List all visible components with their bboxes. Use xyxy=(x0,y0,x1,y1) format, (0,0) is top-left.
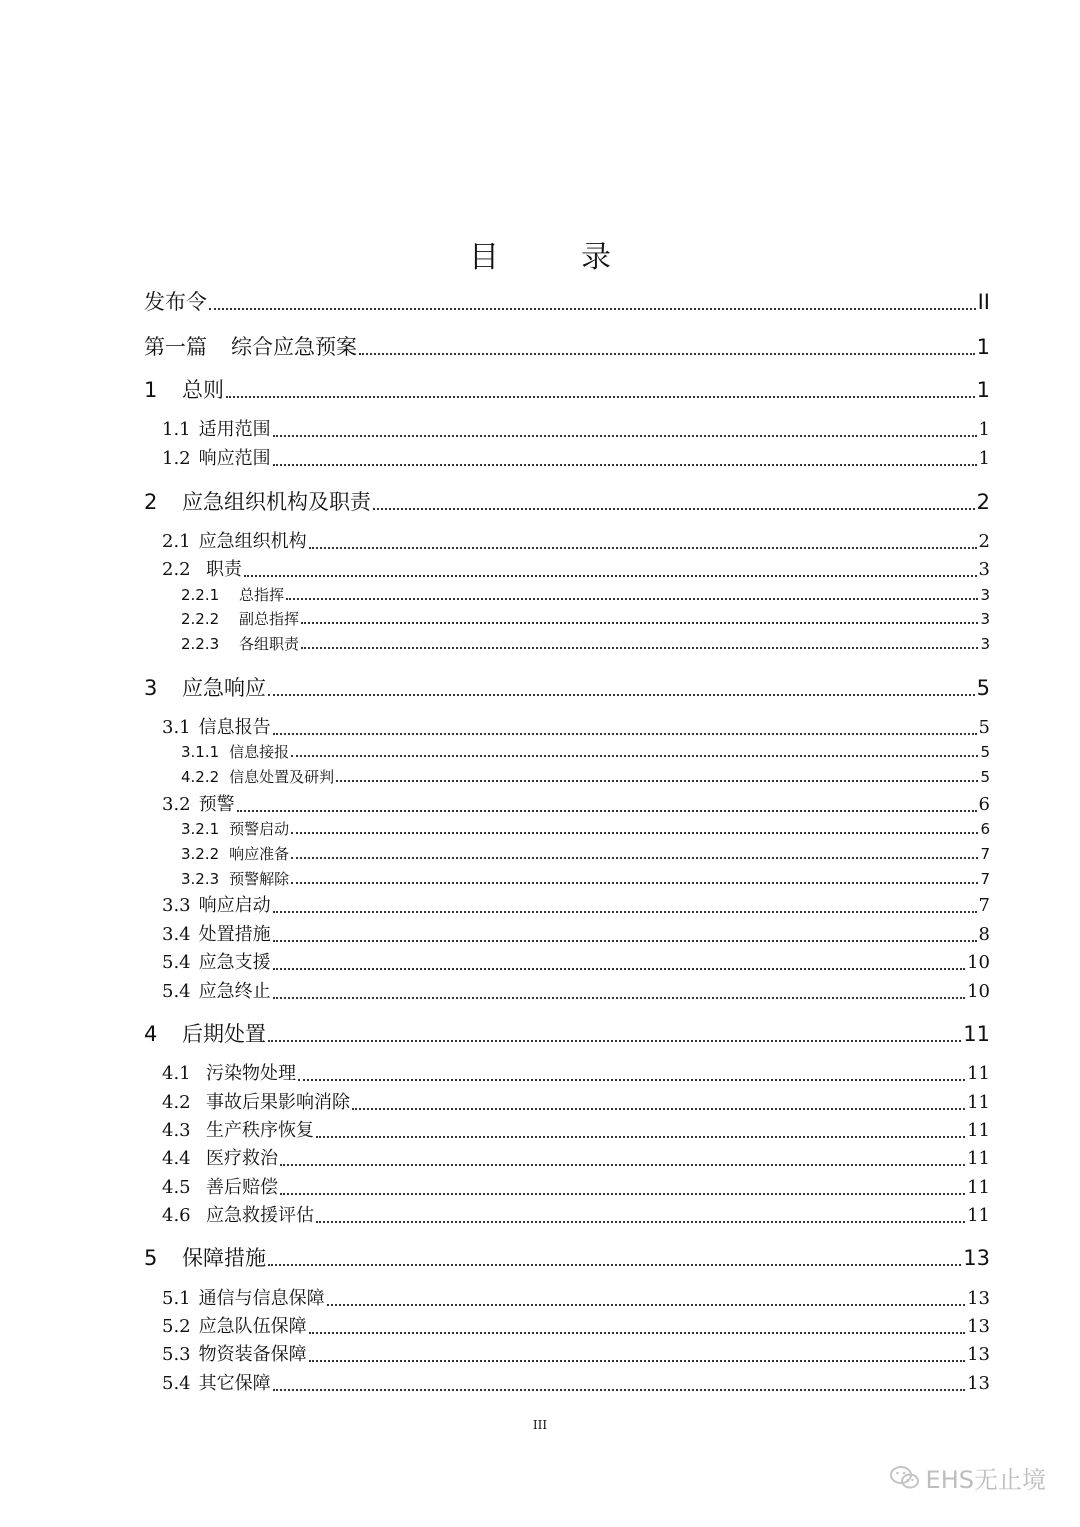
toc-entry-title: 应急救援评估 xyxy=(206,1205,314,1226)
toc-entry[interactable] xyxy=(162,560,990,581)
toc-entry-number: 4.1 xyxy=(162,1063,191,1084)
toc-entry-page: 8 xyxy=(978,924,990,945)
toc-entry-page: 7 xyxy=(980,870,990,888)
toc-entry-page: 11 xyxy=(963,1022,990,1046)
toc-leader-dots xyxy=(273,911,977,913)
toc-entry-title: 保障措施 xyxy=(182,1246,266,1270)
toc-entry-number: 1.1 xyxy=(162,419,191,440)
toc-leader-dots xyxy=(291,857,978,859)
toc-entry-title: 应急终止 xyxy=(198,981,271,1002)
toc-entry-title: 通信与信息保障 xyxy=(198,1288,325,1309)
toc-entry[interactable] xyxy=(181,611,990,628)
toc-entry-title: 响应范围 xyxy=(198,448,271,469)
toc-leader-dots xyxy=(291,882,978,884)
toc-leader-dots xyxy=(301,622,978,624)
toc-entry-page: 11 xyxy=(967,1120,990,1141)
toc-entry-page: 2 xyxy=(976,490,990,514)
toc-entry-title: 预警解除 xyxy=(229,870,290,888)
toc-entry-number: 4.3 xyxy=(162,1120,191,1141)
toc-entry-page: 5 xyxy=(978,717,990,738)
toc-entry-title: 善后赔偿 xyxy=(206,1177,278,1198)
toc-entry-number: 4.5 xyxy=(162,1177,191,1198)
toc-entry-title: 应急队伍保障 xyxy=(198,1316,307,1337)
toc-entry-page: 13 xyxy=(967,1344,990,1365)
toc-entry[interactable] xyxy=(181,821,990,838)
toc-entry-title: 污染物处理 xyxy=(206,1063,296,1084)
toc-entry-number: 4.4 xyxy=(162,1148,191,1169)
toc-entry[interactable] xyxy=(181,871,990,888)
toc-leader-dots xyxy=(291,832,978,834)
toc-entry-title: 后期处置 xyxy=(182,1022,266,1046)
toc-entry[interactable] xyxy=(162,718,990,739)
toc-entry-page: 11 xyxy=(967,1063,990,1084)
toc-entry-number: 2.2 xyxy=(162,559,191,580)
toc-entry-title: 信息报告 xyxy=(198,717,271,738)
watermark-text: EHS无止境 xyxy=(925,1466,1046,1494)
toc-entry[interactable] xyxy=(144,1246,990,1270)
toc-leader-dots xyxy=(316,1221,965,1223)
toc-entry-title: 应急组织机构 xyxy=(198,531,307,552)
toc-entry-page: 13 xyxy=(967,1288,990,1309)
toc-entry-page: 5 xyxy=(980,768,990,786)
toc-entry-title: 响应启动 xyxy=(198,895,271,916)
toc-entry-page: 6 xyxy=(980,820,990,838)
toc-entry-number: 3.2.1 xyxy=(181,820,220,838)
toc-entry[interactable] xyxy=(144,490,990,514)
toc-entry-page: 13 xyxy=(967,1316,990,1337)
toc-entry[interactable] xyxy=(162,795,990,816)
toc-leader-dots xyxy=(309,1360,965,1362)
toc-leader-dots xyxy=(309,547,977,549)
toc-entry-number: 4.6 xyxy=(162,1205,191,1226)
toc-entry-number: 2.1 xyxy=(162,531,191,552)
toc-entry-number: 3.2.2 xyxy=(181,845,220,863)
toc-leader-dots xyxy=(273,733,977,735)
toc-entry-number: 5.3 xyxy=(162,1344,191,1365)
toc-leader-dots xyxy=(273,435,977,437)
toc-entry-number: 3 xyxy=(144,676,158,700)
toc-entry-number: 1 xyxy=(144,378,158,402)
toc-entry-title: 处置措施 xyxy=(198,924,271,945)
watermark xyxy=(890,1460,1046,1495)
toc-entry-title: 事故后果影响消除 xyxy=(206,1092,350,1113)
toc-entry-number: 5.4 xyxy=(162,981,191,1002)
toc-entry-title: 应急支援 xyxy=(198,952,271,973)
toc-leader-dots xyxy=(273,464,977,466)
toc-entry-page: 13 xyxy=(967,1373,990,1394)
toc-entry[interactable] xyxy=(144,676,990,700)
toc-entry-page: 10 xyxy=(967,981,990,1002)
toc-entry[interactable] xyxy=(162,1374,990,1395)
toc-entry[interactable] xyxy=(181,744,990,761)
toc-entry-page: 5 xyxy=(980,743,990,761)
toc-entry-title: 响应准备 xyxy=(229,845,290,863)
toc-entry[interactable] xyxy=(181,769,990,786)
toc-entry-page: 1 xyxy=(978,448,990,469)
toc-leader-dots xyxy=(280,1164,965,1166)
toc-entry-page: 6 xyxy=(978,794,990,815)
toc-leader-dots xyxy=(273,968,965,970)
toc-entry[interactable] xyxy=(162,1093,990,1114)
toc-entry[interactable] xyxy=(144,335,990,359)
toc-entry-number: 2 xyxy=(144,490,158,514)
toc-entry-title: 预警启动 xyxy=(229,820,290,838)
toc-entry-page: 7 xyxy=(980,845,990,863)
toc-leader-dots xyxy=(268,694,975,696)
toc-entry-number: 第一篇 xyxy=(144,335,207,359)
toc-entry-number: 5 xyxy=(144,1246,158,1270)
toc-leader-dots xyxy=(273,940,977,942)
toc-entry[interactable] xyxy=(181,846,990,863)
toc-leader-dots xyxy=(244,575,977,577)
toc-leader-dots xyxy=(373,508,975,510)
toc-entry-title: 医疗救治 xyxy=(206,1148,278,1169)
toc-leader-dots xyxy=(226,396,975,398)
toc-entry-page: 1 xyxy=(978,419,990,440)
toc-entry-title: 副总指挥 xyxy=(239,610,300,628)
toc-entry-page: 3 xyxy=(980,610,990,628)
toc-entry-page: 11 xyxy=(967,1205,990,1226)
toc-leader-dots xyxy=(237,810,977,812)
toc-entry[interactable] xyxy=(162,896,990,917)
toc-entry[interactable] xyxy=(162,1064,990,1085)
toc-entry-title: 其它保障 xyxy=(198,1373,271,1394)
toc-leader-dots xyxy=(273,1389,965,1391)
toc-leader-dots xyxy=(268,1264,961,1266)
toc-entry-number: 3.2.3 xyxy=(181,870,220,888)
toc-entry-number: 3.4 xyxy=(162,924,191,945)
toc-entry-number: 3.1.1 xyxy=(181,743,220,761)
toc-entry-page: 11 xyxy=(967,1148,990,1169)
toc-entry-title: 应急响应 xyxy=(182,676,266,700)
toc-entry-title: 发布令 xyxy=(144,290,207,314)
page-title: 目 录 xyxy=(469,240,637,275)
toc-entry-page: 11 xyxy=(967,1177,990,1198)
toc-entry-page: 13 xyxy=(963,1246,990,1270)
toc-entry-title: 综合应急预案 xyxy=(231,335,357,359)
toc-entry-page: 3 xyxy=(978,559,990,580)
toc-entry-title: 物资装备保障 xyxy=(198,1344,307,1365)
toc-entry-number: 4.2.2 xyxy=(181,768,220,786)
toc-entry[interactable] xyxy=(162,1345,990,1366)
toc-entry-page: 11 xyxy=(967,1092,990,1113)
toc-leader-dots xyxy=(286,598,978,600)
toc-entry-title: 各组职责 xyxy=(239,635,300,653)
toc-leader-dots xyxy=(316,1136,965,1138)
toc-entry-title: 适用范围 xyxy=(198,419,271,440)
toc-leader-dots xyxy=(301,647,978,649)
toc-entry[interactable] xyxy=(162,925,990,946)
toc-entry-number: 3.1 xyxy=(162,717,191,738)
toc-entry-number: 3.2 xyxy=(162,794,191,815)
toc-entry[interactable] xyxy=(162,532,990,553)
toc-entry[interactable] xyxy=(162,449,990,470)
toc-entry-page: 5 xyxy=(976,676,990,700)
toc-entry-number: 4.2 xyxy=(162,1092,191,1113)
toc-entry-number: 2.2.1 xyxy=(181,586,220,604)
toc-entry-title: 预警 xyxy=(198,794,235,815)
page-number: III xyxy=(532,1418,548,1432)
toc-entry-title: 总指挥 xyxy=(239,586,285,604)
toc-entry-page: 10 xyxy=(967,952,990,973)
toc-entry[interactable] xyxy=(144,1022,990,1046)
toc-leader-dots xyxy=(291,755,978,757)
toc-entry-title: 生产秩序恢复 xyxy=(206,1120,314,1141)
toc-entry-number: 4 xyxy=(144,1022,158,1046)
toc-entry[interactable] xyxy=(181,636,990,653)
toc-entry-title: 信息处置及研判 xyxy=(229,768,335,786)
toc-entry-page: 3 xyxy=(980,586,990,604)
toc-entry[interactable] xyxy=(181,587,990,604)
toc-leader-dots xyxy=(327,1304,965,1306)
toc-entry-number: 3.3 xyxy=(162,895,191,916)
toc-leader-dots xyxy=(336,780,978,782)
toc-leader-dots xyxy=(359,353,975,355)
toc-entry-title: 应急组织机构及职责 xyxy=(182,490,371,514)
toc-entry[interactable] xyxy=(162,1317,990,1338)
toc-entry[interactable] xyxy=(144,378,990,402)
toc-entry-page: 2 xyxy=(978,531,990,552)
toc-entry[interactable] xyxy=(162,1289,990,1310)
toc-entry-number: 2.2.2 xyxy=(181,610,220,628)
toc-leader-dots xyxy=(280,1193,965,1195)
toc-entry[interactable] xyxy=(162,420,990,441)
toc-entry-page: II xyxy=(977,290,990,314)
toc-entry[interactable] xyxy=(162,1206,990,1227)
toc-leader-dots xyxy=(209,308,976,310)
toc-entry-page: 1 xyxy=(976,335,990,359)
toc-leader-dots xyxy=(352,1108,965,1110)
toc-leader-dots xyxy=(309,1332,965,1334)
toc-entry[interactable] xyxy=(162,1121,990,1142)
toc-entry-title: 信息接报 xyxy=(229,743,290,761)
toc-entry-number: 5.2 xyxy=(162,1316,191,1337)
toc-entry-page: 1 xyxy=(976,378,990,402)
toc-entry-page: 7 xyxy=(978,895,990,916)
toc-leader-dots xyxy=(273,997,965,999)
toc-entry-number: 5.4 xyxy=(162,952,191,973)
toc-entry-number: 1.2 xyxy=(162,448,191,469)
toc-entry-title: 总则 xyxy=(182,378,224,402)
toc-entry[interactable] xyxy=(162,1178,990,1199)
toc-leader-dots xyxy=(268,1040,961,1042)
wechat-icon xyxy=(890,1465,920,1491)
toc-entry[interactable] xyxy=(162,953,990,974)
toc-leader-dots xyxy=(298,1079,965,1081)
toc-entry-number: 5.4 xyxy=(162,1373,191,1394)
toc-entry[interactable] xyxy=(162,1149,990,1170)
toc-entry-title: 职责 xyxy=(206,559,242,580)
toc-entry-number: 2.2.3 xyxy=(181,635,220,653)
toc-entry-number: 5.1 xyxy=(162,1288,191,1309)
toc-entry[interactable] xyxy=(144,290,990,314)
toc-entry-page: 3 xyxy=(980,635,990,653)
toc-entry[interactable] xyxy=(162,982,990,1003)
